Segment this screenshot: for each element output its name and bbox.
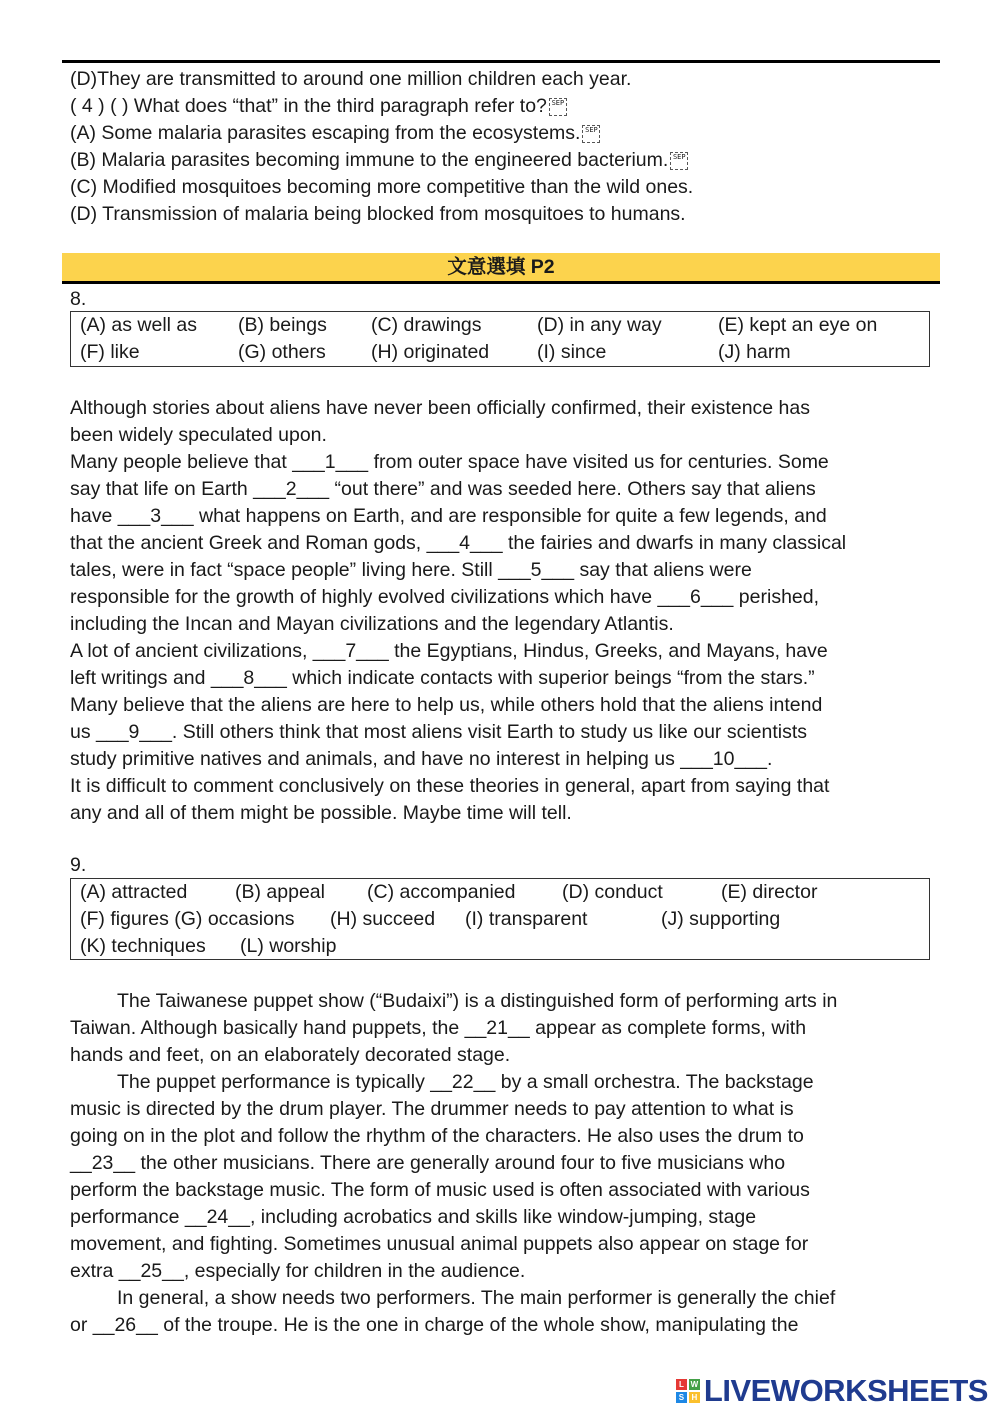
passage-line: tales, were in fact “space people” living here. Still ___5___ say that aliens were (70, 559, 752, 581)
passage-line: including the Incan and Mayan civilizations and the legendary Atlantis. (70, 613, 674, 635)
top-rule (62, 60, 940, 63)
passage-line: been widely speculated upon. (70, 424, 327, 446)
q9-number: 9. (70, 854, 87, 876)
word-bank-row (71, 879, 929, 906)
passage-line: hands and feet, on an elaborately decorated stage. (70, 1044, 511, 1066)
passage-line: responsible for the growth of highly evolved civilizations which have ___6___ perished, (70, 586, 820, 608)
word-bank-row (71, 933, 929, 960)
q8-number: 8. (70, 288, 87, 310)
word-option: (C) accompanied (367, 881, 516, 903)
passage-line: us ___9___. Still others think that most aliens visit Earth to study us like our scientists (70, 721, 808, 743)
passage-line: going on in the plot and follow the rhythm of the characters. He also uses the drum to (70, 1125, 804, 1147)
passage-line: movement, and fighting. Sometimes unusual animal puppets also appear on stage for (70, 1233, 809, 1255)
passage-line: Many believe that the aliens are here to help us, while others hold that the aliens intend (70, 694, 823, 716)
q8-word-bank (70, 311, 930, 367)
logo-text: LIVEWORKSHEETS (703, 1373, 988, 1408)
logo-square: W (690, 1380, 699, 1389)
passage-line: In general, a show needs two performers. The main performer is generally the chief (117, 1287, 836, 1309)
word-bank-row (71, 339, 929, 366)
passage-line: perform the backstage music. The form of music used is often associated with various (70, 1179, 810, 1201)
passage-line: It is difficult to comment conclusively on these theories in general, apart from saying that (70, 775, 830, 797)
word-option: (F) like (80, 341, 140, 363)
word-option: (A) as well as (80, 314, 198, 336)
question-block (70, 66, 930, 228)
passage-line: performance __24__, including acrobatics and skills like window-jumping, stage (70, 1206, 757, 1228)
word-option: (D) conduct (562, 881, 663, 903)
word-option: (E) director (721, 881, 818, 903)
question-line: ( 4 ) ( ) What does “that” in the third paragraph refer to? SEP (70, 93, 930, 120)
passage-line: The Taiwanese puppet show (“Budaixi”) is a distinguished form of performing arts in (117, 990, 838, 1012)
passage-line: any and all of them might be possible. Maybe time will tell. (70, 802, 572, 824)
liveworksheets-logo (676, 1374, 988, 1408)
passage-line: say that life on Earth ___2___ “out there” and was seeded here. Others say that aliens (70, 478, 816, 500)
question-line: (D)They are transmitted to around one million children each year. (70, 68, 632, 90)
passage-line: extra __25__, especially for children in the audience. (70, 1260, 526, 1282)
logo-square: S (676, 1392, 687, 1403)
passage-line: or __26__ of the troupe. He is the one in charge of the whole show, manipulating the (70, 1314, 799, 1336)
sep-mark: SEP (549, 98, 567, 116)
word-option: (K) techniques (80, 935, 206, 957)
word-bank-row (71, 906, 929, 933)
passage-line: Many people believe that ___1___ from outer space have visited us for centuries. Some (70, 451, 829, 473)
passage-line: __23__ the other musicians. There are generally around four to five musicians who (70, 1152, 786, 1174)
question-line: (B) Malaria parasites becoming immune to the engineered bacterium. SEP (70, 147, 930, 174)
word-option: (A) attracted (80, 881, 188, 903)
question-line: (C) Modified mosquitoes becoming more competitive than the wild ones. (70, 176, 694, 198)
word-option: (B) beings (238, 314, 327, 336)
word-option: (H) originated (371, 341, 490, 363)
passage-line: that the ancient Greek and Roman gods, ___4___ the fairies and dwarfs in many classical (70, 532, 847, 554)
word-option: (B) appeal (235, 881, 325, 903)
word-option: (D) in any way (537, 314, 662, 336)
q9-passage (70, 988, 930, 1339)
question-line: (D) Transmission of malaria being blocked from mosquitoes to humans. (70, 203, 686, 225)
word-option: (G) others (238, 341, 326, 363)
q8-passage (70, 395, 930, 827)
word-option: (J) harm (718, 341, 791, 363)
passage-line: have ___3___ what happens on Earth, and are responsible for quite a few legends, and (70, 505, 827, 527)
word-option: (F) figures (G) occasions (80, 908, 295, 930)
word-option: (C) drawings (371, 314, 482, 336)
sep-mark: SEP (582, 125, 600, 143)
passage-line: The puppet performance is typically __22__ by a small orchestra. The backstage (117, 1071, 814, 1093)
passage-line: left writings and ___8___ which indicate contacts with superior beings “from the stars.” (70, 667, 815, 689)
word-option: (J) supporting (661, 908, 781, 930)
passage-line: Taiwan. Although basically hand puppets, the __21__ appear as complete forms, with (70, 1017, 807, 1039)
passage-line: A lot of ancient civilizations, ___7___ the Egyptians, Hindus, Greeks, and Mayans, have (70, 640, 828, 662)
passage-line: music is directed by the drum player. The drummer needs to pay attention to what is (70, 1098, 794, 1120)
word-option: (L) worship (240, 935, 337, 957)
sep-mark: SEP (670, 152, 688, 170)
q9-word-bank (70, 878, 930, 960)
word-option: (I) transparent (465, 908, 588, 930)
word-bank-row (71, 312, 929, 339)
question-line: (A) Some malaria parasites escaping from the ecosystems. SEP (70, 120, 930, 147)
passage-line: study primitive natives and animals, and have no interest in helping us ___10___. (70, 748, 773, 770)
logo-mark-icon (676, 1379, 700, 1403)
word-option: (I) since (537, 341, 607, 363)
section-header: 文意選填 P2 (62, 253, 940, 284)
logo-square: H (689, 1392, 700, 1403)
logo-square: L (676, 1379, 687, 1390)
word-option: (E) kept an eye on (718, 314, 878, 336)
word-option: (H) succeed (330, 908, 436, 930)
passage-line: Although stories about aliens have never been officially confirmed, their existence has (70, 397, 810, 419)
